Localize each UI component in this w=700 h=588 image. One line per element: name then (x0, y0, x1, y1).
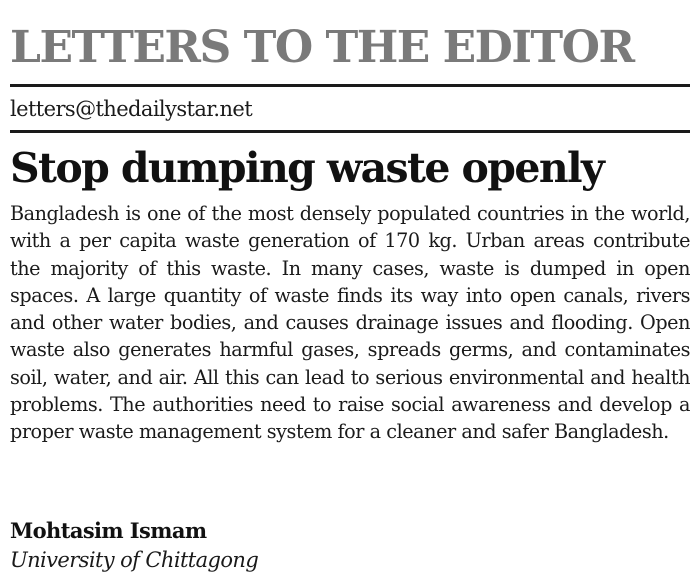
top-divider (10, 84, 690, 87)
letter-body: Bangladesh is one of the most densely populated countries in the world, with a per capita waste generation of 170 kg. Urban areas contribute the majority of this waste. In many cases, waste is dumped in open spaces. A large quantity of waste finds its way into open canals, rivers and other water bodies, and causes drainage issues and flooding. Open waste also generates harmful gases, spreads germs, and contaminates soil, water, and air. All this can lead to serious environmental and health problems. The authorities need to raise social awareness and develop a proper waste management system for a cleaner and safer Bangladesh. (10, 202, 690, 444)
letter-headline: Stop dumping waste openly (10, 144, 604, 192)
section-title: LETTERS TO THE EDITOR (10, 22, 634, 73)
author-name: Mohtasim Ismam (10, 518, 207, 543)
editor-email-link[interactable]: letters@thedailystar.net (10, 97, 253, 121)
author-affiliation: University of Chittagong (10, 548, 259, 572)
letters-page (10, 0, 690, 588)
bottom-divider (10, 130, 690, 133)
